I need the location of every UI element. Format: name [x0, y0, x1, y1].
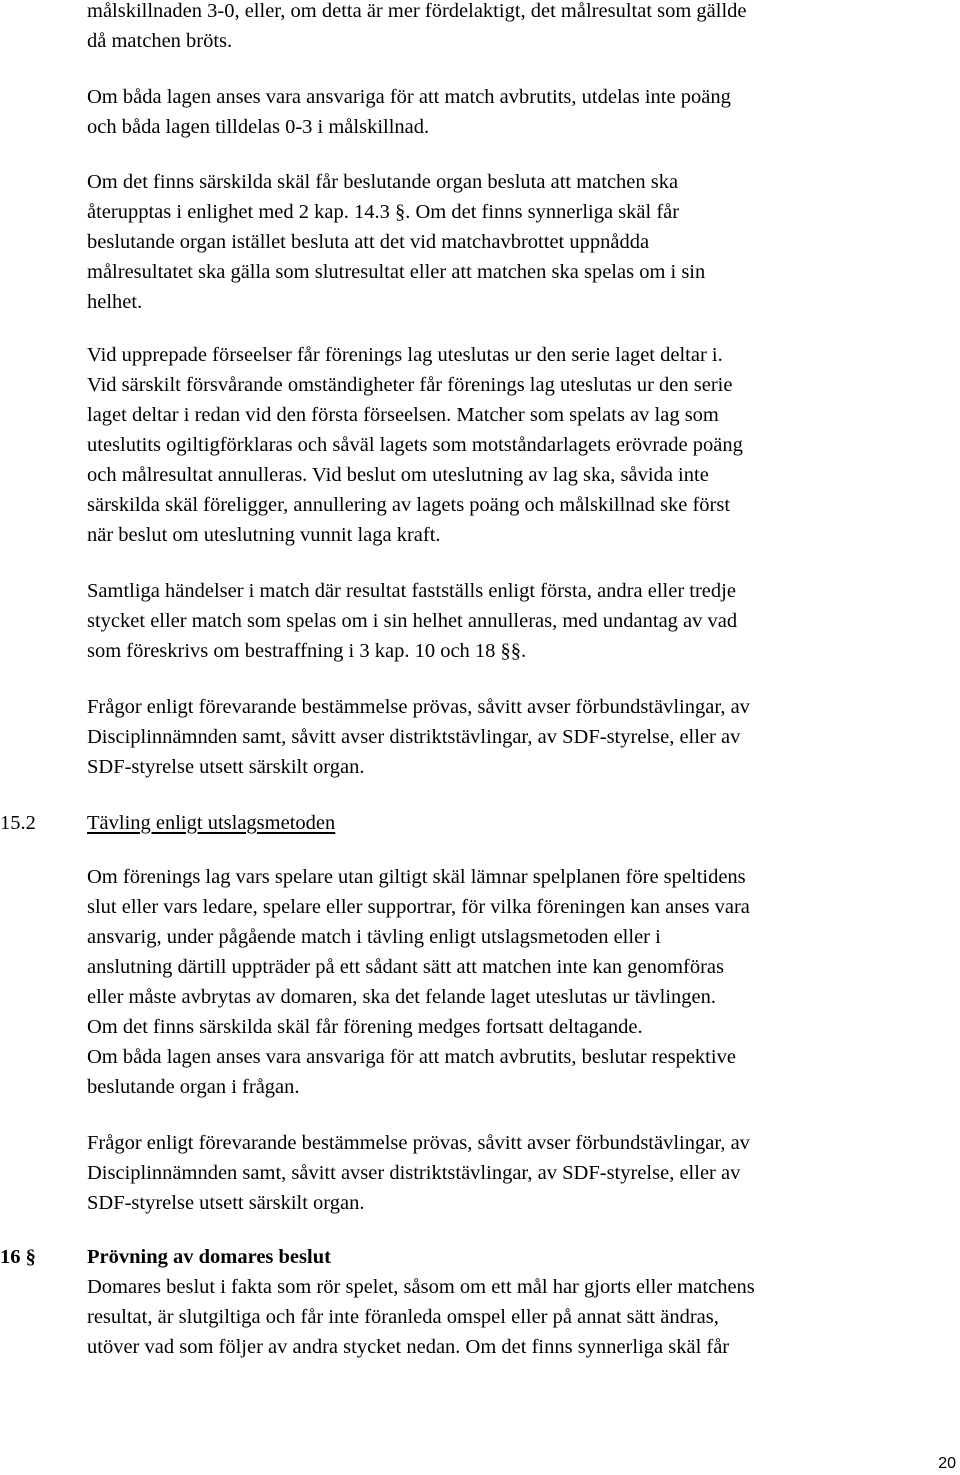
- text-line: slut eller vars ledare, spelare eller supportrar, för vilka föreningen kan anses vara: [87, 896, 750, 918]
- paragraph: [87, 82, 957, 142]
- text-line: SDF-styrelse utsett särskilt organ.: [87, 1192, 365, 1214]
- text-line: eller måste avbrytas av domaren, ska det felande laget uteslutas ur tävlingen.: [87, 986, 717, 1008]
- text-line: Frågor enligt förevarande bestämmelse prövas, såvitt avser förbundstävlingar, av: [87, 1132, 750, 1154]
- section-number: 16 §: [0, 1246, 36, 1268]
- section-heading: [87, 1242, 957, 1272]
- section-heading: [87, 808, 957, 838]
- text-line: ansvarig, under pågående match i tävling enligt utslagsmetoden eller i: [87, 926, 661, 948]
- text-line: Samtliga händelser i match där resultat fastställs enligt första, andra eller tredje: [87, 580, 736, 602]
- text-line: Om båda lagen anses vara ansvariga för att match avbrutits, utdelas inte poäng: [87, 86, 731, 108]
- text-line: anslutning därtill uppträder på ett sådant sätt att matchen inte kan genomföras: [87, 956, 725, 978]
- text-line: Frågor enligt förevarande bestämmelse prövas, såvitt avser förbundstävlingar, av: [87, 696, 750, 718]
- paragraph: [87, 0, 957, 56]
- text-line: helhet.: [87, 291, 143, 313]
- paragraph: [87, 576, 957, 666]
- text-line: Om det finns särskilda skäl får beslutande organ besluta att matchen ska: [87, 171, 679, 193]
- text-line: som föreskrivs om bestraffning i 3 kap. 10 och 18 §§.: [87, 640, 527, 662]
- text-line: SDF-styrelse utsett särskilt organ.: [87, 756, 365, 778]
- section-title: Prövning av domares beslut: [87, 1246, 331, 1268]
- text-line: särskilda skäl föreligger, annullering av lagets poäng och målskillnad ske först: [87, 494, 731, 516]
- text-line: resultat, är slutgiltiga och får inte föranleda omspel eller på annat sätt ändras,: [87, 1306, 719, 1328]
- text-line: uteslutits ogiltigförklaras och såväl lagets som motståndarlagets erövrade poäng: [87, 434, 743, 456]
- section-number: 15.2: [0, 812, 36, 834]
- page-number: 20: [938, 1455, 956, 1472]
- paragraph: [87, 862, 957, 1102]
- text-line: återupptas i enlighet med 2 kap. 14.3 §. Om det finns synnerliga skäl får: [87, 201, 680, 223]
- text-line: beslutande organ i frågan.: [87, 1076, 300, 1098]
- text-line: Om förenings lag vars spelare utan giltigt skäl lämnar spelplanen före speltidens: [87, 866, 746, 888]
- text-line: och målresultat annulleras. Vid beslut om uteslutning av lag ska, såvida inte: [87, 464, 709, 486]
- paragraph: [87, 340, 957, 550]
- text-line: Om det finns särskilda skäl får förening medges fortsatt deltagande.: [87, 1016, 643, 1038]
- paragraph: [87, 692, 957, 782]
- text-line: då matchen bröts.: [87, 30, 233, 52]
- paragraph: [87, 167, 957, 317]
- text-line: Vid upprepade förseelser får förenings lag uteslutas ur den serie laget deltar i.: [87, 344, 723, 366]
- text-line: när beslut om uteslutning vunnit laga kraft.: [87, 524, 441, 546]
- text-line: Disciplinnämnden samt, såvitt avser distriktstävlingar, av SDF-styrelse, eller av: [87, 1162, 741, 1184]
- text-line: beslutande organ istället besluta att det vid matchavbrottet uppnådda: [87, 231, 650, 253]
- text-line: Vid särskilt försvårande omständigheter får förenings lag uteslutas ur den serie: [87, 374, 733, 396]
- text-line: laget deltar i redan vid den första förseelsen. Matcher som spelats av lag som: [87, 404, 719, 426]
- paragraph: [87, 1272, 957, 1362]
- text-line: Om båda lagen anses vara ansvariga för att match avbrutits, beslutar respektive: [87, 1046, 736, 1068]
- text-line: Domares beslut i fakta som rör spelet, såsom om ett mål har gjorts eller matchens: [87, 1276, 755, 1298]
- text-line: Disciplinnämnden samt, såvitt avser distriktstävlingar, av SDF-styrelse, eller av: [87, 726, 741, 748]
- text-line: målskillnaden 3-0, eller, om detta är mer fördelaktigt, det målresultat som gällde: [87, 0, 747, 22]
- paragraph: [87, 1128, 957, 1218]
- text-line: stycket eller match som spelas om i sin helhet annulleras, med undantag av vad: [87, 610, 738, 632]
- text-line: målresultatet ska gälla som slutresultat eller att matchen ska spelas om i sin: [87, 261, 706, 283]
- section-title: Tävling enligt utslagsmetoden: [87, 812, 336, 834]
- text-line: och båda lagen tilldelas 0-3 i målskillnad.: [87, 116, 430, 138]
- text-line: utöver vad som följer av andra stycket nedan. Om det finns synnerliga skäl får: [87, 1336, 730, 1358]
